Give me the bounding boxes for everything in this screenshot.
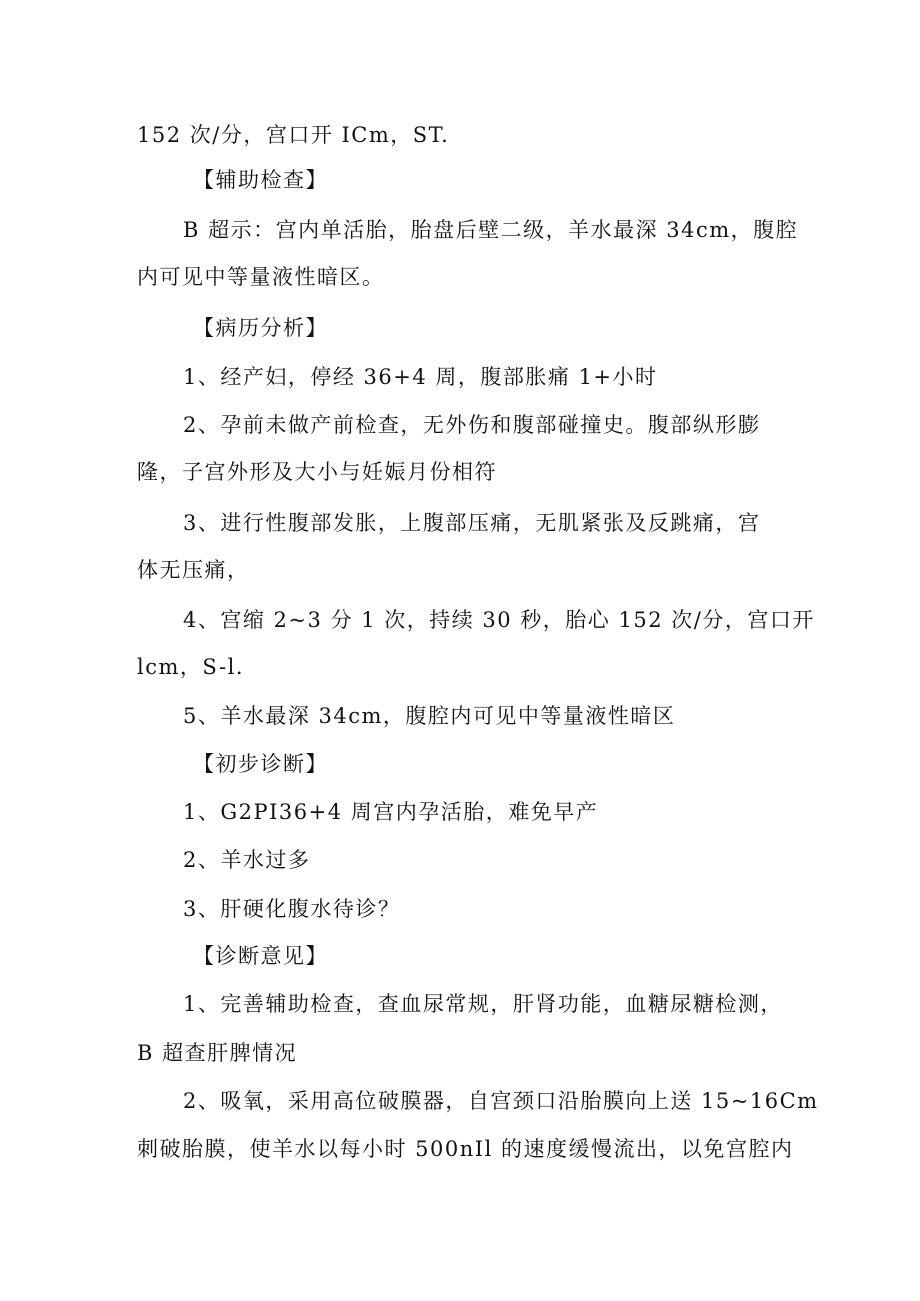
- text-line: 152 次/分，宫口开 ICm，ST.: [137, 123, 450, 147]
- text-line: 刺破胎膜，使羊水以每小时 500nIl 的速度缓慢流出，以免宫腔内: [137, 1137, 794, 1161]
- list-item: 4、宫缩 2~3 分 1 次，持续 30 秒，胎心 152 次/分，宫口开: [183, 608, 815, 632]
- section-heading-diagnosis-opinion: 【诊断意见】: [193, 944, 328, 968]
- list-item: 2、羊水过多: [183, 848, 311, 872]
- list-item: 2、孕前未做产前检查，无外伤和腹部碰撞史。腹部纵形膨: [183, 413, 761, 437]
- list-item: 5、羊水最深 34cm，腹腔内可见中等量液性暗区: [183, 704, 676, 728]
- section-heading-case-analysis: 【病历分析】: [193, 316, 328, 340]
- list-item: 3、进行性腹部发胀，上腹部压痛，无肌紧张及反跳痛，宫: [183, 511, 761, 535]
- text-line: B 超查肝脾情况: [137, 1041, 298, 1065]
- section-heading-auxiliary-exam: 【辅助检查】: [193, 168, 328, 192]
- text-line: 隆，子宫外形及大小与妊娠月份相符: [137, 460, 497, 484]
- list-item: 1、G2PI36+4 周宫内孕活胎，难免早产: [183, 800, 599, 824]
- text-line: lcm，S-l.: [137, 655, 245, 679]
- list-item: 1、完善辅助检查，查血尿常规，肝肾功能，血糖尿糖检测，: [183, 992, 783, 1016]
- list-item: 2、吸氧，采用高位破膜器，自宫颈口沿胎膜向上送 15~16Cm: [183, 1089, 819, 1113]
- list-item: 3、肝硬化腹水待诊？: [183, 897, 401, 921]
- text-line: B 超示：宫内单活胎，胎盘后壁二级，羊水最深 34cm，腹腔: [183, 218, 799, 242]
- list-item: 1、经产妇，停经 36+4 周，腹部胀痛 1+小时: [183, 365, 658, 389]
- text-line: 内可见中等量液性暗区。: [137, 265, 385, 289]
- section-heading-preliminary-diagnosis: 【初步诊断】: [193, 752, 328, 776]
- text-line: 体无压痛，: [137, 558, 250, 582]
